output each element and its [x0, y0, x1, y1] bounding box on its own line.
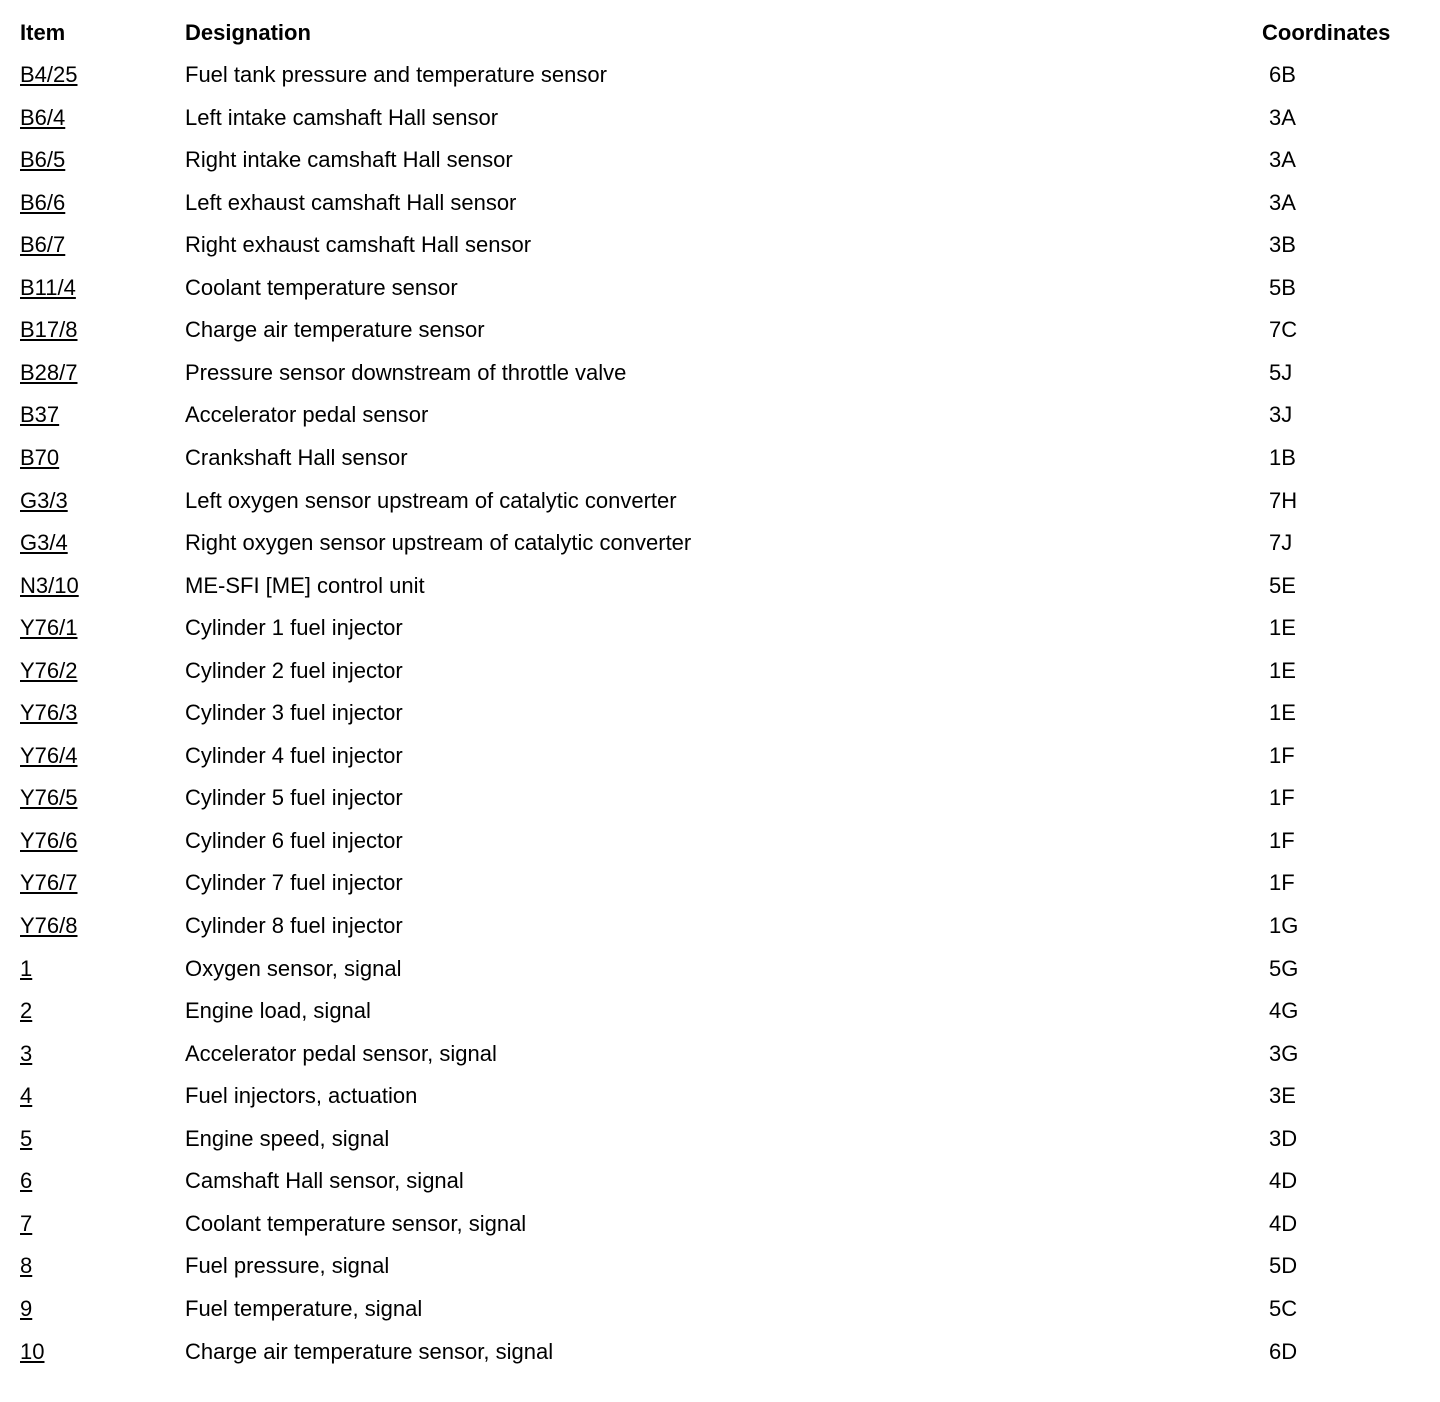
coordinates-text: 1F [1269, 742, 1295, 768]
item-link[interactable]: 7 [20, 1210, 33, 1236]
designation-text: Fuel tank pressure and temperature sensor [185, 62, 607, 87]
designation-text: Coolant temperature sensor [185, 274, 458, 300]
header-designation: Designation [185, 20, 311, 45]
item-link[interactable]: Y76/6 [20, 827, 78, 853]
item-link[interactable]: Y76/4 [20, 742, 78, 768]
coordinates-text: 5D [1269, 1253, 1298, 1279]
item-link[interactable]: 3 [20, 1040, 33, 1066]
item-link[interactable]: 9 [20, 1295, 33, 1321]
table-row [0, 440, 1440, 476]
item-link[interactable]: Y76/8 [20, 913, 78, 938]
coordinates-text: 1B [1269, 444, 1296, 470]
table-row [0, 312, 1440, 348]
item-link[interactable]: 8 [20, 1253, 33, 1279]
designation-text: Accelerator pedal sensor [185, 402, 429, 428]
table-row [0, 57, 1440, 93]
designation-text: Left intake camshaft Hall sensor [185, 104, 499, 130]
item-link[interactable]: B6/4 [20, 104, 66, 130]
coordinates-text: 3E [1269, 1083, 1296, 1109]
table-row [0, 823, 1440, 859]
item-link[interactable]: 1 [20, 955, 33, 981]
item-link[interactable]: B17/8 [20, 317, 78, 343]
coordinates-text: 3B [1269, 232, 1296, 258]
header-coordinates: Coordinates [1262, 20, 1391, 45]
item-link[interactable]: N3/10 [20, 572, 79, 598]
table-row [0, 865, 1440, 901]
item-link[interactable]: Y76/2 [20, 657, 78, 683]
table-row [0, 1036, 1440, 1072]
item-link[interactable]: G3/3 [20, 487, 68, 513]
designation-text: Cylinder 3 fuel injector [185, 700, 403, 726]
coordinates-text: 7H [1269, 487, 1298, 513]
coordinates-text: 5B [1269, 274, 1296, 300]
coordinates-text: 1F [1269, 870, 1295, 896]
table-row [0, 483, 1440, 519]
coordinates-text: 1G [1269, 913, 1299, 938]
item-link[interactable]: B6/5 [20, 147, 66, 173]
table-row [0, 993, 1440, 1029]
item-link[interactable]: Y76/3 [20, 700, 78, 726]
table-row [0, 695, 1440, 731]
table-row [0, 1163, 1440, 1199]
table-row [0, 227, 1440, 263]
coordinates-text: 5J [1269, 359, 1293, 385]
coordinates-text: 7C [1269, 317, 1298, 343]
coordinates-text: 1E [1269, 657, 1296, 683]
item-link[interactable]: 2 [20, 998, 33, 1024]
item-link[interactable]: B37 [20, 402, 60, 428]
table-row [0, 653, 1440, 689]
designation-text: Cylinder 6 fuel injector [185, 827, 403, 853]
table-row [0, 908, 1440, 944]
coordinates-text: 6B [1269, 62, 1296, 87]
table-row [0, 780, 1440, 816]
designation-text: Oxygen sensor, signal [185, 955, 402, 981]
item-link[interactable]: B6/7 [20, 232, 66, 258]
coordinates-text: 6D [1269, 1338, 1298, 1364]
item-link[interactable]: B70 [20, 444, 60, 470]
table-row [0, 1334, 1440, 1370]
item-link[interactable]: Y76/5 [20, 785, 78, 811]
designation-text: Right exhaust camshaft Hall sensor [185, 232, 532, 258]
table-row [0, 355, 1440, 391]
designation-text: Camshaft Hall sensor, signal [185, 1168, 464, 1194]
table-row [0, 610, 1440, 646]
designation-text: Left oxygen sensor upstream of catalytic converter [185, 487, 677, 513]
item-link[interactable]: Y76/1 [20, 615, 78, 641]
table-row [0, 1206, 1440, 1242]
table-row [0, 525, 1440, 561]
coordinates-text: 4D [1269, 1168, 1298, 1194]
table-header [0, 15, 1440, 51]
item-link[interactable]: B4/25 [20, 62, 78, 87]
coordinates-text: 3A [1269, 104, 1296, 130]
coordinates-text: 5G [1269, 955, 1299, 981]
designation-text: Fuel injectors, actuation [185, 1083, 418, 1109]
designation-text: Fuel pressure, signal [185, 1253, 390, 1279]
designation-text: Accelerator pedal sensor, signal [185, 1040, 497, 1066]
table-row [0, 142, 1440, 178]
item-link[interactable]: 4 [20, 1083, 33, 1109]
designation-text: Cylinder 4 fuel injector [185, 742, 403, 768]
designation-text: Cylinder 1 fuel injector [185, 615, 403, 641]
coordinates-text: 3A [1269, 147, 1296, 173]
coordinates-text: 4G [1269, 998, 1299, 1024]
designation-text: Fuel temperature, signal [185, 1295, 423, 1321]
coordinates-text: 1E [1269, 615, 1296, 641]
coordinates-text: 3G [1269, 1040, 1299, 1066]
coordinates-text: 7J [1269, 530, 1293, 556]
table-row [0, 1078, 1440, 1114]
item-link[interactable]: B11/4 [20, 274, 76, 300]
item-link[interactable]: 6 [20, 1168, 33, 1194]
coordinates-text: 3A [1269, 189, 1296, 215]
designation-text: Engine load, signal [185, 998, 371, 1024]
table-row [0, 951, 1440, 987]
coordinates-text: 5E [1269, 572, 1296, 598]
table-row [0, 568, 1440, 604]
item-link[interactable]: 10 [20, 1338, 45, 1364]
item-link[interactable]: 5 [20, 1125, 33, 1151]
header-item: Item [20, 20, 66, 45]
coordinates-text: 3J [1269, 402, 1293, 428]
designation-text: Cylinder 2 fuel injector [185, 657, 403, 683]
item-link[interactable]: G3/4 [20, 530, 68, 556]
designation-text: Coolant temperature sensor, signal [185, 1210, 527, 1236]
designation-text: Left exhaust camshaft Hall sensor [185, 189, 517, 215]
table-row [0, 397, 1440, 433]
coordinates-text: 5C [1269, 1295, 1298, 1321]
designation-text: Cylinder 7 fuel injector [185, 870, 403, 896]
coordinates-text: 1E [1269, 700, 1296, 726]
designation-text: Right oxygen sensor upstream of catalytic converter [185, 530, 692, 556]
coordinates-text: 1F [1269, 785, 1295, 811]
designation-text: Cylinder 8 fuel injector [185, 913, 403, 938]
designation-text: Crankshaft Hall sensor [185, 444, 408, 470]
coordinates-text: 1F [1269, 827, 1295, 853]
designation-text: Pressure sensor downstream of throttle valve [185, 359, 627, 385]
table-row [0, 1121, 1440, 1157]
table-row [0, 100, 1440, 136]
designation-text: ME-SFI [ME] control unit [185, 572, 425, 598]
designation-text: Charge air temperature sensor, signal [185, 1338, 554, 1364]
table-row [0, 185, 1440, 221]
designation-text: Engine speed, signal [185, 1125, 390, 1151]
item-link[interactable]: Y76/7 [20, 870, 78, 896]
coordinates-text: 3D [1269, 1125, 1298, 1151]
designation-text: Cylinder 5 fuel injector [185, 785, 403, 811]
item-link[interactable]: B28/7 [20, 359, 78, 385]
table-row [0, 1291, 1440, 1327]
coordinates-text: 4D [1269, 1210, 1298, 1236]
designation-text: Right intake camshaft Hall sensor [185, 147, 513, 173]
designation-text: Charge air temperature sensor [185, 317, 485, 343]
table-row [0, 738, 1440, 774]
table-row [0, 1248, 1440, 1284]
table-row [0, 270, 1440, 306]
item-link[interactable]: B6/6 [20, 189, 66, 215]
